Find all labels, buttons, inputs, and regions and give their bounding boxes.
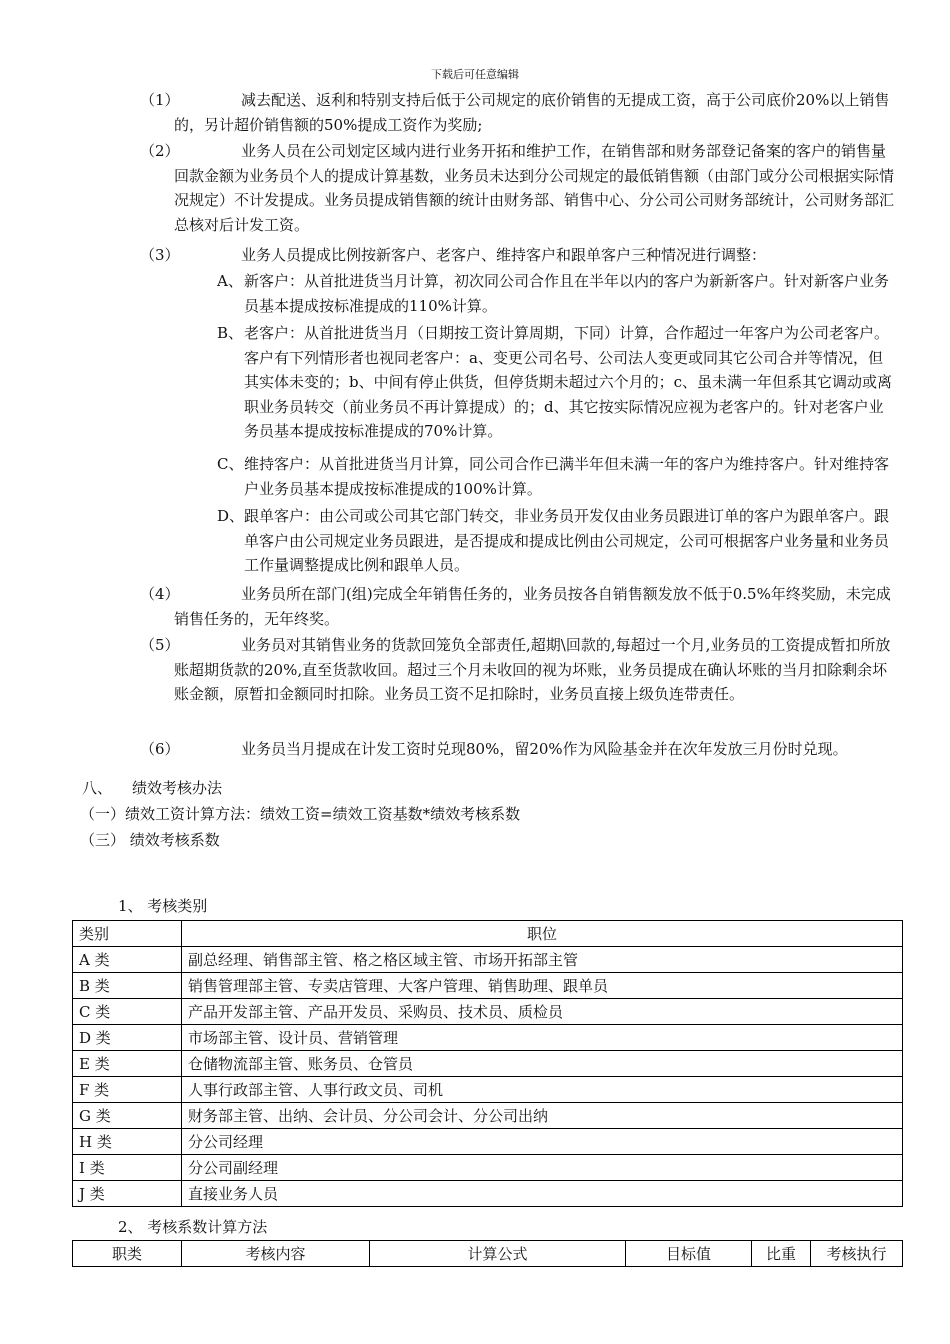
category-cell: E 类	[73, 1051, 182, 1077]
subclause-a	[217, 269, 895, 318]
position-cell: 分公司副经理	[182, 1155, 903, 1181]
table-header-cell: 比重	[752, 1241, 811, 1267]
table-header-cell: 职位	[182, 921, 903, 947]
subclause-b	[217, 321, 895, 444]
subclause-c	[217, 452, 895, 501]
table-row	[73, 947, 903, 973]
section-line-1: （一）绩效工资计算方法：绩效工资=绩效工资基数*绩效考核系数	[80, 805, 521, 823]
category-cell: H 类	[73, 1129, 182, 1155]
clause-5	[140, 633, 900, 707]
clause-number: （5）	[140, 636, 180, 654]
clause-text: 业务人员提成比例按新客户、老客户、维持客户和跟单客户三种情况进行调整：	[241, 246, 767, 264]
table-header-cell: 类别	[73, 921, 182, 947]
position-cell: 市场部主管、设计员、营销管理	[182, 1025, 903, 1051]
position-cell: 直接业务人员	[182, 1181, 903, 1207]
category-cell: A 类	[73, 947, 182, 973]
subclause-text: 老客户：从首批进货当月（日期按工资计算周期，下同）计算，合作超过一年客户为公司老客户。客户有下列情形者也视同老客户：a、变更公司名号、公司法人变更或同其它公司合并等情况，但其实体未变的；b、中间有停止供货，但停货期未超过六个月的；c、虽未满一年但系其它调动或离职业务员转交（前业务员不再计算提成）的；d、其它按实际情况应视为老客户的。针对老客户业务员基本提成按标准提成的70%计算。	[244, 324, 893, 440]
position-cell: 人事行政部主管、人事行政文员、司机	[182, 1077, 903, 1103]
clause-number: （1）	[140, 91, 180, 109]
table-header-cell: 考核内容	[182, 1241, 370, 1267]
table-header-cell: 职类	[73, 1241, 182, 1267]
position-cell: 产品开发部主管、产品开发员、采购员、技术员、质检员	[182, 999, 903, 1025]
clause-text: 业务员所在部门(组)完成全年销售任务的，业务员按各自销售额发放不低于0.5%年终奖励，未完成销售任务的，无年终奖。	[174, 585, 891, 628]
table-row	[73, 1129, 903, 1155]
position-cell: 分公司经理	[182, 1129, 903, 1155]
position-cell: 仓储物流部主管、账务员、仓管员	[182, 1051, 903, 1077]
table-row	[73, 1025, 903, 1051]
clause-text: 业务员当月提成在计发工资时兑现80%，留20%作为风险基金并在次年发放三月份时兑现。	[241, 740, 848, 758]
section-line-2: （三） 绩效考核系数	[80, 831, 220, 849]
position-cell: 财务部主管、出纳、会计员、分公司会计、分公司出纳	[182, 1103, 903, 1129]
position-cell: 副总经理、销售部主管、格之格区域主管、市场开拓部主管	[182, 947, 903, 973]
subclause-text: 跟单客户：由公司或公司其它部门转交，非业务员开发仅由业务员跟进订单的客户为跟单客户。跟单客户由公司规定业务员跟进，是否提成和提成比例由公司规定，公司可根据客户业务量和业务员工作量调整提成比例和跟单人员。	[244, 507, 890, 574]
table-row	[73, 1181, 903, 1207]
section-number: 八、	[82, 779, 113, 797]
clause-3	[140, 243, 900, 268]
table-header-row	[73, 1241, 903, 1267]
page-header: 下载后可任意编辑	[431, 68, 519, 81]
subclause-label: B、	[217, 324, 244, 342]
subclause-label: A、	[217, 272, 243, 290]
category-cell: C 类	[73, 999, 182, 1025]
clause-4	[140, 582, 900, 631]
category-cell: F 类	[73, 1077, 182, 1103]
clause-1	[140, 88, 900, 137]
subclause-text: 新客户：从首批进货当月计算，初次同公司合作且在半年以内的客户为新新客户。针对新客户业务员基本提成按标准提成的110%计算。	[244, 272, 890, 315]
clause-text: 减去配送、返利和特别支持后低于公司规定的底价销售的无提成工资，高于公司底价20%以上销售的，另计超价销售额的50%提成工资作为奖励;	[174, 91, 890, 134]
clause-number: （3）	[140, 246, 180, 264]
clause-text: 业务人员在公司划定区域内进行业务开拓和维护工作，在销售部和财务部登记备案的客户的销售量回款金额为业务员个人的提成计算基数，业务员未达到分公司规定的最低销售额（由部门或分公司根据实际情况规定）不计发提成。业务员提成销售额的统计由财务部、销售中心、分公司公司财务部统计，公司财务部汇总核对后计发工资。	[174, 142, 895, 234]
category-cell: D 类	[73, 1025, 182, 1051]
clause-6	[140, 737, 900, 762]
subclause-label: C、	[217, 455, 244, 473]
section-title: 绩效考核办法	[132, 779, 223, 797]
category-cell: J 类	[73, 1181, 182, 1207]
table-row	[73, 1077, 903, 1103]
category-cell: I 类	[73, 1155, 182, 1181]
table-row	[73, 973, 903, 999]
clause-text: 业务员对其销售业务的货款回笼负全部责任,超期\回款的,每超过一个月,业务员的工资提成暂扣所放账超期货款的20%,直至货款收回。超过三个月未收回的视为坏账，业务员提成在确认坏账的当月扣除剩余坏账金额，原暂扣金额同时扣除。业务员工资不足扣除时，业务员直接上级负连带责任。	[174, 636, 891, 703]
clause-number: （6）	[140, 740, 180, 758]
table-row	[73, 999, 903, 1025]
table-row	[73, 1155, 903, 1181]
category-table	[72, 920, 903, 1207]
clause-number: （4）	[140, 585, 180, 603]
category-cell: B 类	[73, 973, 182, 999]
subclause-label: D、	[217, 507, 245, 525]
table-header-row	[73, 921, 903, 947]
coefficient-table	[72, 1240, 903, 1267]
subclause-text: 维持客户：从首批进货当月计算，同公司合作已满半年但未满一年的客户为维持客户。针对维持客户业务员基本提成按标准提成的100%计算。	[244, 455, 890, 498]
table-row	[73, 1051, 903, 1077]
table-row	[73, 1103, 903, 1129]
table-header-cell: 考核执行	[811, 1241, 903, 1267]
subsection-coefficient: 2、 考核系数计算方法	[118, 1218, 268, 1236]
position-cell: 销售管理部主管、专卖店管理、大客户管理、销售助理、跟单员	[182, 973, 903, 999]
category-cell: G 类	[73, 1103, 182, 1129]
table-header-cell: 目标值	[626, 1241, 752, 1267]
subsection-category: 1、 考核类别	[118, 897, 208, 915]
clause-2	[140, 139, 900, 237]
table-header-cell: 计算公式	[370, 1241, 626, 1267]
clause-number: （2）	[140, 142, 180, 160]
subclause-d	[217, 504, 895, 578]
